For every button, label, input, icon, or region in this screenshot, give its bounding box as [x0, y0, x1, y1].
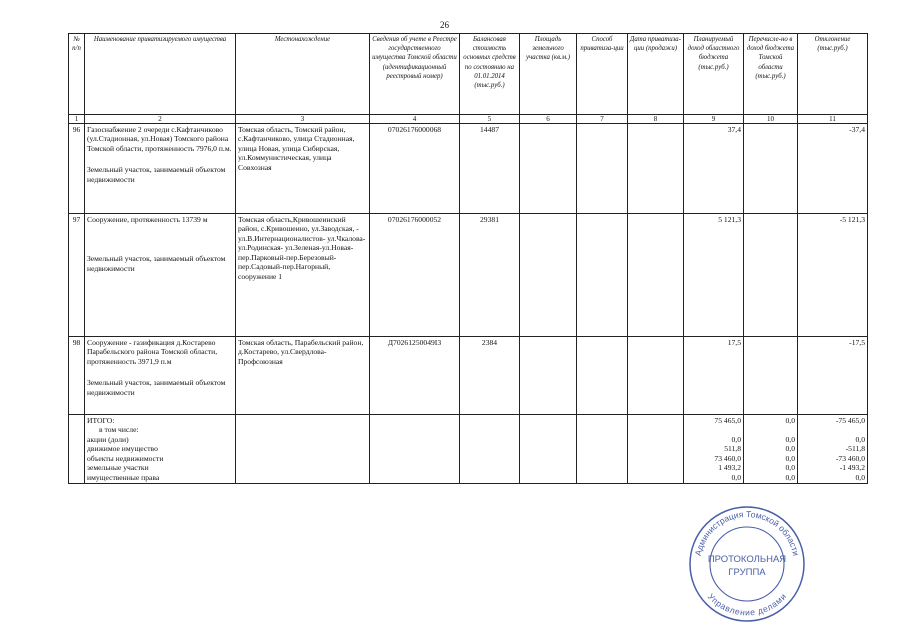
table-row: [69, 337, 868, 415]
balance-value: 2384: [460, 337, 520, 415]
header-row: [69, 34, 868, 115]
totals-planned: [684, 415, 744, 484]
header-cell: Местонахождение: [236, 34, 370, 115]
column-number: 2: [85, 115, 236, 124]
totals-row: [69, 415, 868, 484]
location: Томская область, Парабельский район, д.Костарево, ул.Свердлова- Профсоюзная: [236, 337, 370, 415]
deviation-line: 0,0: [855, 434, 865, 444]
column-number: 11: [798, 115, 868, 124]
header-cell: Площадь земельного участка (кв.м.): [520, 34, 577, 115]
land-plot-note: Земельный участок, занимаемый объектом недвижимости: [87, 165, 226, 184]
header-cell: № п/п: [69, 34, 85, 115]
transferred-line: 0,0: [785, 472, 795, 482]
totals-transferred: [744, 415, 798, 484]
row-number: 98: [69, 337, 85, 415]
deviation: -17,5: [798, 337, 868, 415]
privatization-method: [577, 337, 628, 415]
privatization-date: [628, 214, 684, 337]
privatization-table: [68, 33, 868, 484]
total-line-label: движимое имущество: [87, 444, 158, 454]
row-number: 96: [69, 124, 85, 214]
header-cell: Балансовая стоимость основных средств по состоянию на 01.01.2014 (тыс.руб.): [460, 34, 520, 115]
column-number: 4: [370, 115, 460, 124]
header-cell: Перечисле-но в доход бюджета Томской области (тыс.руб.): [744, 34, 798, 115]
table-row: [69, 214, 868, 337]
location: Томская область,Кривошеинский район, с.Кривошеино, ул.Заводская, - ул.В.Интернационалистов- ул.Чкалова-ул.Родинская- ул.Зеленая-ул.Новая- пер.Парковый-пер.Березовый- пер.Садовый-пер.Нагорный, сооружение 1: [236, 214, 370, 337]
page-number: 26: [440, 20, 449, 30]
deviation-line: -1 493,2: [839, 463, 865, 473]
balance-value: 29381: [460, 214, 520, 337]
header-cell: Дата приватиза-ции (продажи): [628, 34, 684, 115]
transferred-line: 0,0: [785, 453, 795, 463]
total-line-label: имущественные права: [87, 472, 160, 482]
property-name: Сооружение - газификация д.Костарево Парабельского района Томской области, протяженность 3971,9 п.м: [87, 338, 218, 366]
land-area: [520, 214, 577, 337]
transferred-line: 0,0: [785, 434, 795, 444]
planned-income: 37,4: [684, 124, 744, 214]
header-cell: Отклонение (тыс.руб.): [798, 34, 868, 115]
planned-income: 17,5: [684, 337, 744, 415]
deviation-total: -75 465,0: [835, 416, 865, 425]
planned-total: 75 465,0: [714, 416, 741, 425]
column-number: 10: [744, 115, 798, 124]
column-number-row: [69, 115, 868, 124]
planned-line: 511,8: [724, 444, 741, 454]
transferred-total: 0,0: [785, 416, 795, 425]
land-area: [520, 124, 577, 214]
totals-incl: в том числе:: [99, 425, 139, 435]
privatization-date: [628, 337, 684, 415]
column-number: 3: [236, 115, 370, 124]
stamp-center-line2: ГРУППА: [728, 567, 766, 578]
planned-line: 0,0: [731, 434, 741, 444]
privatization-method: [577, 124, 628, 214]
table-row: [69, 124, 868, 214]
column-number: 1: [69, 115, 85, 124]
planned-line: 73 460,0: [714, 453, 741, 463]
stamp-center-line1: ПРОТОКОЛЬНАЯ: [707, 554, 787, 565]
totals-labels: [85, 415, 236, 484]
transferred-line: 0,0: [785, 444, 795, 454]
column-number: 6: [520, 115, 577, 124]
property-name-cell: [85, 214, 236, 337]
row-number: 97: [69, 214, 85, 337]
registry-id: 07026176000068: [370, 124, 460, 214]
land-plot-note: Земельный участок, занимаемый объектом недвижимости: [87, 378, 226, 397]
property-name-cell: [85, 337, 236, 415]
official-stamp: [686, 503, 808, 625]
property-name: Газоснабжение 2 очереди с.Кафтанчиково (ул.Стадионная, ул.Новая) Томского района Томской области, протяженность 7976,0 п.м.: [87, 125, 232, 153]
column-number: 7: [577, 115, 628, 124]
transferred-line: 0,0: [785, 463, 795, 473]
header-cell: Планируемый доход областного бюджета (тыс.руб.): [684, 34, 744, 115]
total-line-label: земельные участки: [87, 463, 149, 473]
deviation: -37,4: [798, 124, 868, 214]
total-line-label: объекты недвижимости: [87, 453, 164, 463]
transferred-income: [744, 337, 798, 415]
stamp-outer-top-text: Администрация Томской области: [692, 508, 802, 557]
location: Томская область, Томский район, с.Кафтанчиково, улица Стадионная, улица Новая, улица Сибирская, ул.Коммунистическая, улица Совхозная: [236, 124, 370, 214]
header-cell: Способ приватиза-ции: [577, 34, 628, 115]
deviation-line: -511,8: [845, 444, 865, 454]
planned-income: 5 121,3: [684, 214, 744, 337]
property-name-cell: [85, 124, 236, 214]
privatization-method: [577, 214, 628, 337]
deviation-line: 0,0: [855, 472, 865, 482]
stamp-outer-bottom-text: Управление делами: [705, 591, 789, 618]
transferred-income: [744, 214, 798, 337]
property-name: Сооружение, протяженность 13739 м: [87, 215, 208, 224]
land-plot-note: Земельный участок, занимаемый объектом недвижимости: [87, 254, 226, 273]
deviation: -5 121,3: [798, 214, 868, 337]
total-line-label: акции (доли): [87, 434, 129, 444]
column-number: 5: [460, 115, 520, 124]
registry-id: Д70261250049І3: [370, 337, 460, 415]
header-cell: Сведения об учете в Реестре государственного имущества Томской области (идентификационный реестровый номер): [370, 34, 460, 115]
balance-value: 14487: [460, 124, 520, 214]
deviation-line: -73 460,0: [835, 453, 865, 463]
header-cell: Наименование приватизируемого имущества: [85, 34, 236, 115]
privatization-date: [628, 124, 684, 214]
column-number: 8: [628, 115, 684, 124]
totals-deviation: [798, 415, 868, 484]
planned-line: 1 493,2: [718, 463, 741, 473]
totals-title: ИТОГО:: [87, 416, 115, 425]
land-area: [520, 337, 577, 415]
column-number: 9: [684, 115, 744, 124]
transferred-income: [744, 124, 798, 214]
registry-id: 07026176000052: [370, 214, 460, 337]
planned-line: 0,0: [731, 472, 741, 482]
